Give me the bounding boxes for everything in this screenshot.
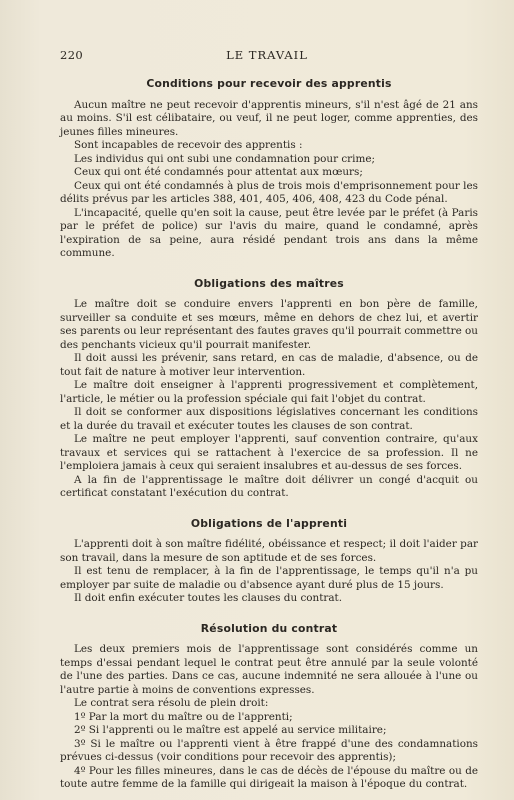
page-number: 220: [60, 48, 84, 62]
running-title: LE TRAVAIL: [226, 48, 308, 62]
paragraph: Il doit se conformer aux dispositions législatives concernant les conditions et la durée du travail et exécuter toutes les clauses de son contrat.: [60, 406, 478, 432]
section-title: Obligations de l'apprenti: [190, 516, 348, 530]
paragraph: Il est tenu de remplacer, à la fin de l'apprentissage, le temps qu'il n'a pu employer par suite de maladie ou d'absence ayant duré plus de 15 jours.: [60, 565, 478, 591]
paragraph: 3º Si le maître ou l'apprenti vient à être frappé d'une des condamnations prévues ci-dessus (voir conditions pour recevoir des apprentis);: [60, 737, 478, 763]
paragraph: 2º Si l'apprenti ou le maître est appelé au service militaire;: [74, 724, 387, 736]
paragraph: 4º Pour les filles mineures, dans le cas de décès de l'épouse du maître ou de toute autre femme de la famille qui dirigeait la maison à l'époque du contrat.: [60, 764, 478, 790]
paragraph: Le maître ne peut employer l'apprenti, sauf convention contraire, qu'aux travaux et services qui se rattachent à l'exercice de sa profession. Il ne l'emploiera jamais à ceux qui seraient insalubres et au-dessus de ses forces.: [60, 433, 478, 472]
paragraph: Le maître doit enseigner à l'apprenti progressivement et complètement, l'article, le métier ou la profession spéciale qui fait l'objet du contrat.: [60, 379, 478, 405]
paragraph: Ceux qui ont été condamnés pour attentat aux mœurs;: [74, 166, 363, 178]
paragraph: Il doit aussi les prévenir, sans retard, en cas de maladie, d'absence, ou de tout fait de nature à motiver leur intervention.: [60, 352, 478, 378]
paragraph: Sont incapables de recevoir des apprentis :: [74, 139, 303, 151]
paragraph: 1º Par la mort du maître ou de l'apprenti;: [74, 710, 293, 723]
section-title: Obligations des maîtres: [194, 276, 344, 290]
section-title: Résolution du contrat: [200, 621, 338, 635]
section-title: Conditions pour recevoir des apprentis: [146, 77, 392, 90]
paragraph: Les deux premiers mois de l'apprentissage sont considérés comme un temps d'essai pendant lequel le contrat peut être annulé par la seule volonté de l'une des parties. Dans ce cas, aucune indemnité ne sera allouée à l'une ou l'autre partie à moins de conventions expresses.: [60, 643, 478, 696]
paragraph: Aucun maître ne peut recevoir d'apprentis mineurs, s'il n'est âgé de 21 ans au moins. S'il est célibataire, ou veuf, il ne peut loger, comme apprenties, des jeunes filles mineures.: [60, 98, 478, 138]
paragraph: Il doit enfin exécuter toutes les clauses du contrat.: [74, 592, 343, 604]
paragraph: Les individus qui ont subi une condamnation pour crime;: [74, 152, 375, 165]
paragraph: Le contrat sera résolu de plein droit:: [74, 697, 269, 709]
paragraph: L'incapacité, quelle qu'en soit la cause, peut être levée par le préfet (à Paris par le préfet de police) sur l'avis du maire, quand le condamné, après l'expiration de sa peine, aura résidé pendant trois ans dans la même commune.: [60, 206, 478, 259]
paragraph: Ceux qui ont été condamnés à plus de trois mois d'emprisonnement pour les délits prévus par les articles 388, 401, 405, 406, 408, 423 du Code pénal.: [60, 179, 478, 205]
paragraph: L'apprenti doit à son maître fidélité, obéissance et respect; il doit l'aider par son travail, dans la mesure de son aptitude et de ses forces.: [60, 538, 478, 564]
page-body: [60, 70, 478, 792]
page-header: [60, 48, 474, 62]
paragraph: Le maître doit se conduire envers l'apprenti en bon père de famille, surveiller sa conduite et ses mœurs, même en dehors de chez lui, et avertir ses parents ou leur représentant des fautes graves qu'il pourrait commettre ou des penchants vicieux qu'il pourrait manifester.: [60, 298, 478, 351]
paragraph: A la fin de l'apprentissage le maître doit délivrer un congé d'acquit ou certificat constatant l'exécution du contrat.: [60, 473, 478, 499]
